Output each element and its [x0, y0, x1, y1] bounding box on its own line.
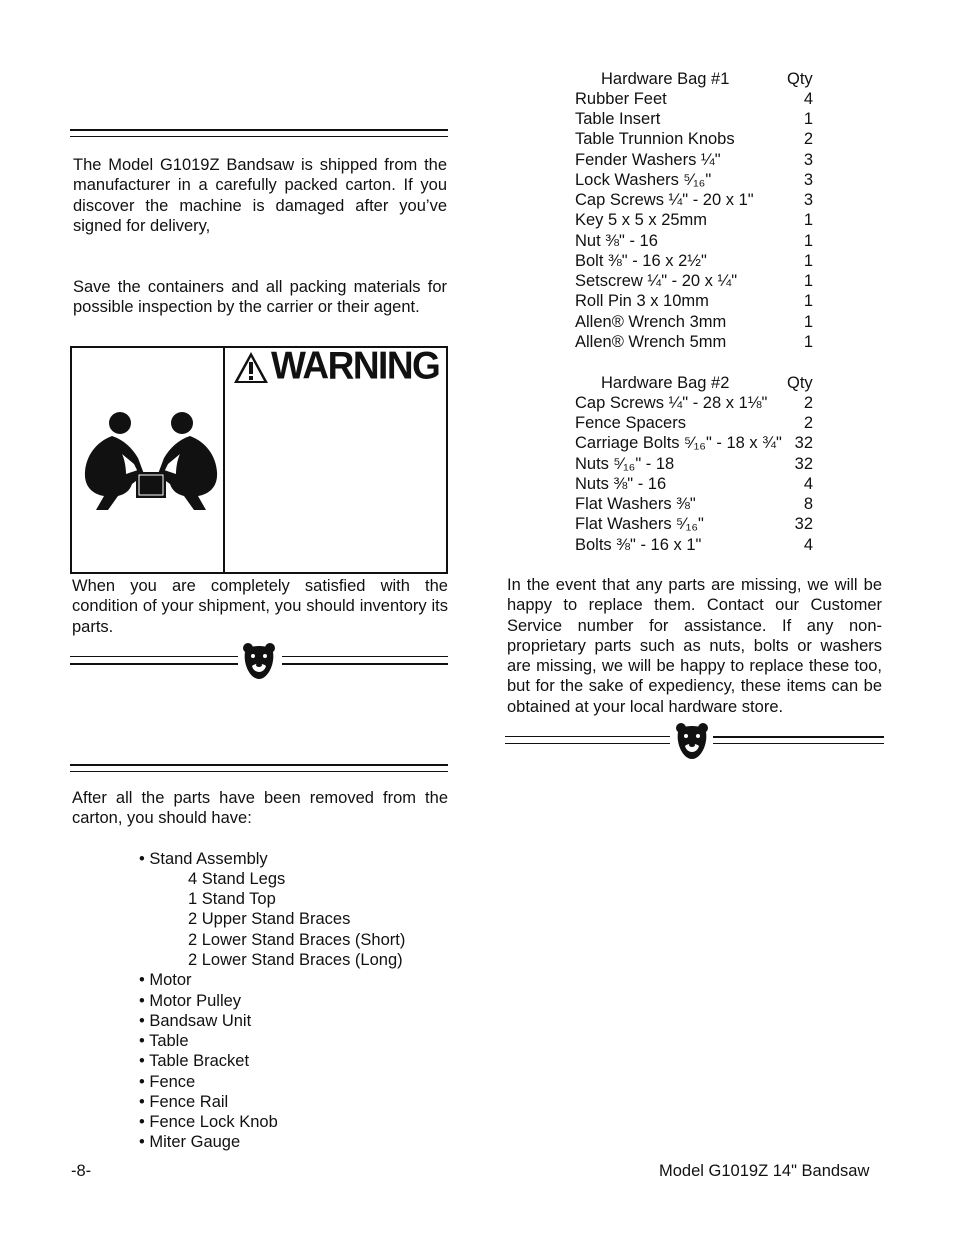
table-row: Rubber Feet [575, 90, 667, 108]
table-row: Carriage Bolts ⁵⁄₁₆" - 18 x ¾" [575, 434, 782, 452]
table-row: Fender Washers ¼" [575, 151, 721, 169]
table-cell-qty: 1 [803, 232, 813, 250]
section-divider-bear [70, 641, 448, 681]
bag1-qty-header: Qty [787, 70, 813, 88]
table-cell-qty: 2 [803, 130, 813, 148]
list-item: • Bandsaw Unit [139, 1012, 252, 1030]
table-row: Flat Washers ⁵⁄₁₆" [575, 515, 704, 533]
table-row: Bolts ⅜" - 16 x 1" [575, 536, 702, 554]
list-item: 2 Lower Stand Braces (Long) [188, 951, 403, 969]
table-cell-qty: 3 [803, 151, 813, 169]
table-cell-qty: 1 [803, 313, 813, 331]
table-cell-qty: 1 [803, 272, 813, 290]
list-item: 2 Lower Stand Braces (Short) [188, 931, 406, 949]
table-cell-qty: 1 [803, 333, 813, 351]
bag2-qty-header: Qty [787, 374, 813, 392]
table-row: Nut ⅜" - 16 [575, 232, 658, 250]
table-row: Allen® Wrench 5mm [575, 333, 727, 351]
table-cell-qty: 4 [803, 90, 813, 108]
bear-head-icon [242, 642, 276, 680]
table-cell-qty: 1 [803, 252, 813, 270]
table-cell-qty: 3 [803, 191, 813, 209]
list-item: • Fence Rail [139, 1093, 229, 1111]
table-row: Lock Washers ⁵⁄₁₆" [575, 171, 712, 189]
warning-label [233, 343, 440, 387]
intro-paragraph: The Model G1019Z Bandsaw is shipped from the manufacturer in a carefully packed carton. If you discover the machine is damaged after you’ve signed for delivery, [73, 156, 447, 235]
table-row: Table Insert [575, 110, 661, 128]
list-item: • Fence [139, 1073, 196, 1091]
table-row: Allen® Wrench 3mm [575, 313, 727, 331]
table-row: Nuts ⁵⁄₁₆" - 18 [575, 455, 675, 473]
table-cell-qty: 1 [803, 211, 813, 229]
warning-box-divider [223, 348, 225, 572]
section-rule-middle [70, 764, 448, 772]
list-item: • Table Bracket [139, 1052, 250, 1070]
table-cell-qty: 1 [803, 110, 813, 128]
warning-triangle-icon [233, 351, 269, 384]
table-cell-qty: 2 [803, 394, 813, 412]
list-item: • Miter Gauge [139, 1133, 241, 1151]
section-rule-top [70, 129, 448, 137]
missing-parts-paragraph: In the event that any parts are missing, we will be happy to replace them. Contact our Customer Service number for assistance. If any non-proprietary parts such as nuts, bolts or washers are missing, we will be happy to replace these too, but for the sake of expediency, these items can be obtained at your local hardware store. [507, 576, 882, 716]
list-item: • Motor [139, 971, 192, 989]
table-row: Bolt ⅜" - 16 x 2½" [575, 252, 707, 270]
table-cell-qty: 3 [803, 171, 813, 189]
table-row: Cap Screws ¼" - 28 x 1⅛" [575, 394, 768, 412]
two-person-lift-icon [82, 410, 218, 516]
table-cell-qty: 32 [794, 455, 813, 473]
table-cell-qty: 32 [794, 515, 813, 533]
table-cell-qty: 1 [803, 292, 813, 310]
section-divider-bear [505, 721, 884, 761]
list-item: • Stand Assembly [139, 850, 268, 868]
table-cell-qty: 4 [803, 536, 813, 554]
bag1-header: Hardware Bag #1 [601, 70, 730, 88]
list-item: 2 Upper Stand Braces [188, 910, 351, 928]
table-row: Flat Washers ⅜" [575, 495, 696, 513]
list-item: 4 Stand Legs [188, 870, 286, 888]
table-row: Roll Pin 3 x 10mm [575, 292, 709, 310]
table-cell-qty: 4 [803, 475, 813, 493]
list-item: • Table [139, 1032, 189, 1050]
table-row: Key 5 x 5 x 25mm [575, 211, 708, 229]
table-row: Cap Screws ¼" - 20 x 1" [575, 191, 754, 209]
table-row: Nuts ⅜" - 16 [575, 475, 667, 493]
footer-model-title: Model G1019Z 14" Bandsaw [659, 1162, 870, 1180]
after-parts-paragraph: After all the parts have been removed from the carton, you should have: [72, 789, 448, 828]
page-number: -8- [71, 1162, 92, 1180]
save-paragraph: Save the containers and all packing materials for possible inspection by the carrier or their agent. [73, 278, 447, 317]
table-row: Fence Spacers [575, 414, 686, 432]
bag2-header: Hardware Bag #2 [601, 374, 730, 392]
bear-head-icon [675, 722, 709, 760]
table-cell-qty: 32 [794, 434, 813, 452]
inventory-paragraph: When you are completely satisfied with the condition of your shipment, you should inventory its parts. [72, 577, 448, 636]
list-item: • Fence Lock Knob [139, 1113, 278, 1131]
table-row: Setscrew ¼" - 20 x ¼" [575, 272, 738, 290]
list-item: • Motor Pulley [139, 992, 242, 1010]
table-cell-qty: 2 [803, 414, 813, 432]
warning-text: WARNING [271, 343, 440, 387]
table-cell-qty: 8 [803, 495, 813, 513]
list-item: 1 Stand Top [188, 890, 276, 908]
table-row: Table Trunnion Knobs [575, 130, 735, 148]
